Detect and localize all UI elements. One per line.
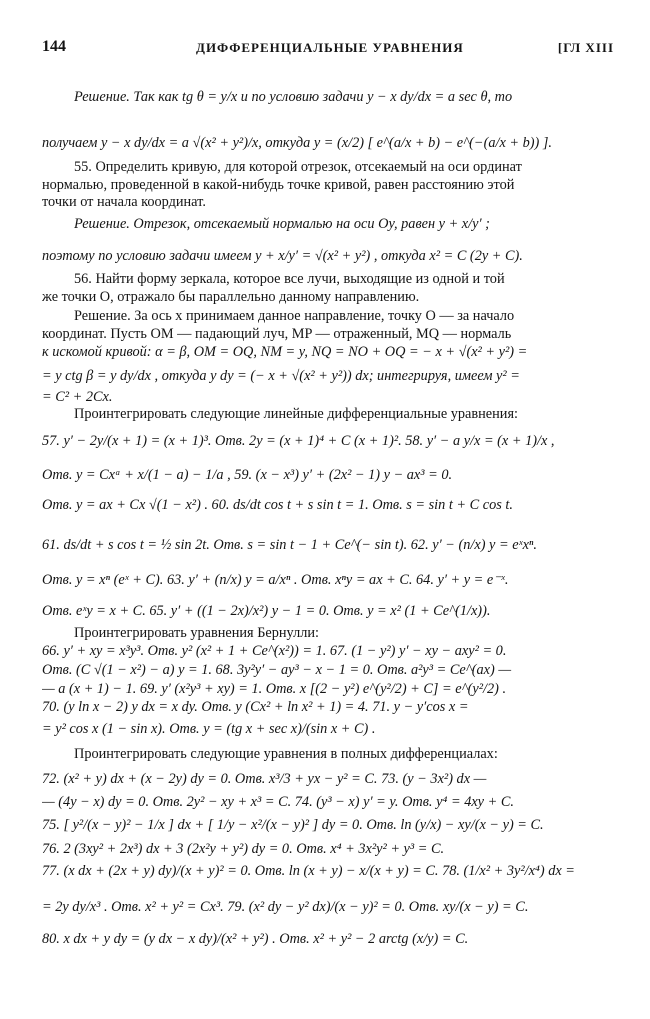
answer-62-exercise-63-64: Отв. y = xⁿ (eˣ + C). 63. y′ + (n/x) y = a/xⁿ . Отв. xⁿy = ax + C. 64. y′ + y = e⁻ˣ.	[42, 572, 509, 588]
exercise-76: 76. 2 (3xy² + 2x³) dx + 3 (2x²y + y²) dy = 0. Отв. x⁴ + 3x²y² + y³ = C.	[42, 841, 445, 857]
problem-56-line-1: 56. Найти форму зеркала, которое все лучи, выходящие из одной и той	[74, 271, 505, 287]
section-bernoulli-heading: Проинтегрировать уравнения Бернулли:	[74, 625, 319, 641]
page-number: 144	[42, 38, 66, 55]
exercise-75: 75. [ y²/(x − y)² − 1/x ] dx + [ 1/y − x²/(x − y)² ] dy = 0. Отв. ln (y/x) − xy/(x − y) = C.	[42, 817, 544, 833]
solution-56-line-1: Решение. За ось x принимаем данное направление, точку O — за начало	[74, 308, 515, 324]
solution-54-line-2: получаем y − x dy/dx = a √(x² + y²)/x, откуда y = (x/2) [ e^(a/x + b) − e^(−(a/x + b)) ].	[42, 135, 552, 151]
running-title: ДИФФЕРЕНЦИАЛЬНЫЕ УРАВНЕНИЯ	[196, 40, 464, 55]
answer-78-exercise-79: = 2y dy/x³ . Отв. x² + y² = Cx³. 79. (x² dy − y² dx)/(x − y)² = 0. Отв. xy/(x − y) = C.	[42, 899, 529, 915]
solution-55-line-1: Решение. Отрезок, отсекаемый нормалью на оси Oy, равен y + x/y′ ;	[74, 216, 490, 232]
exercise-66-67: 66. y′ + xy = x³y³. Отв. y² (x² + 1 + Ce^(x²)) = 1. 67. (1 − y²) y′ − xy − axy² = 0.	[42, 643, 507, 659]
section-linear-heading: Проинтегрировать следующие линейные дифференциальные уравнения:	[74, 406, 518, 422]
answer-73-exercise-74: — (4y − x) dy = 0. Отв. 2y² − xy + x³ = C. 74. (y³ − x) y′ = y. Отв. y⁴ = 4xy + C.	[42, 794, 514, 810]
page-header	[42, 38, 614, 60]
exercise-70-71: 70. (y ln x − 2) y dx = x dy. Отв. y (Cx² + ln x² + 1) = 4. 71. y − y′cos x =	[42, 699, 469, 715]
answer-58-exercise-59: Отв. y = Cxᵃ + x/(1 − a) − 1/a , 59. (x − x³) y′ + (2x² − 1) y − ax³ = 0.	[42, 467, 453, 483]
exercise-61-62: 61. ds/dt + s cos t = ½ sin 2t. Отв. s = sin t − 1 + Ce^(− sin t). 62. y′ − (n/x) y = eˣxⁿ.	[42, 537, 538, 553]
problem-55-line-3: точки от начала координат.	[42, 194, 206, 210]
exercise-80: 80. x dx + y dy = (y dx − x dy)/(x² + y²) . Отв. x² + y² − 2 arctg (x/y) = C.	[42, 931, 469, 947]
answer-64-exercise-65: Отв. eˣy = x + C. 65. y′ + ((1 − 2x)/x²) y − 1 = 0. Отв. y = x² (1 + Ce^(1/x)).	[42, 603, 491, 619]
solution-56-line-3: к искомой кривой: α = β, OM = OQ, NM = y, NQ = NO + OQ = − x + √(x² + y²) =	[42, 344, 528, 360]
chapter-label: [ГЛ XIII	[557, 40, 614, 55]
solution-54-line-1: Решение. Так как tg θ = y/x и по условию задачи y − x dy/dx = a sec θ, то	[74, 89, 513, 105]
answer-67-exercise-68: Отв. (C √(1 − x²) − a) y = 1. 68. 3y²y′ − ay³ − x − 1 = 0. Отв. a²y³ = Ce^(ax) —	[42, 662, 512, 678]
solution-56-line-2: координат. Пусть OM — падающий луч, MP — отраженный, MQ — нормаль	[42, 326, 512, 342]
solution-56-line-5: = C² + 2Cx.	[42, 389, 113, 405]
exercise-57-58: 57. y′ − 2y/(x + 1) = (x + 1)³. Отв. 2y = (x + 1)⁴ + C (x + 1)². 58. y′ − a y/x = (x + 1)/x ,	[42, 433, 555, 449]
section-exact-heading: Проинтегрировать следующие уравнения в полных дифференциалах:	[74, 746, 498, 762]
answer-68-exercise-69: — a (x + 1) − 1. 69. y′ (x²y³ + xy) = 1. Отв. x [(2 − y²) e^(y²/2) + C] = e^(y²/2) .	[42, 681, 507, 697]
problem-55-line-1: 55. Определить кривую, для которой отрезок, отсекаемый на оси ординат	[74, 159, 522, 175]
solution-55-line-2: поэтому по условию задачи имеем y + x/y′ = √(x² + y²) , откуда x² = C (2y + C).	[42, 248, 523, 264]
problem-55-line-2: нормалью, проведенной в какой-нибудь точке кривой, равен расстоянию этой	[42, 177, 515, 193]
answer-71: = y² cos x (1 − sin x). Отв. y = (tg x + sec x)/(sin x + C) .	[42, 721, 376, 737]
solution-56-line-4: = y ctg β = y dy/dx , откуда y dy = (− x + √(x² + y²)) dx; интегрируя, имеем y² =	[42, 368, 520, 384]
problem-56-line-2: же точки O, отражало бы параллельно данному направлению.	[42, 289, 420, 305]
exercise-77-78: 77. (x dx + (2x + y) dy)/(x + y)² = 0. Отв. ln (x + y) − x/(x + y) = C. 78. (1/x² + 3y²/x⁴) dx =	[42, 863, 575, 879]
answer-59-exercise-60: Отв. y = ax + Cx √(1 − x²) . 60. ds/dt cos t + s sin t = 1. Отв. s = sin t + C cos t.	[42, 497, 513, 513]
exercise-72-73: 72. (x² + y) dx + (x − 2y) dy = 0. Отв. x³/3 + yx − y² = C. 73. (y − 3x²) dx —	[42, 771, 487, 787]
